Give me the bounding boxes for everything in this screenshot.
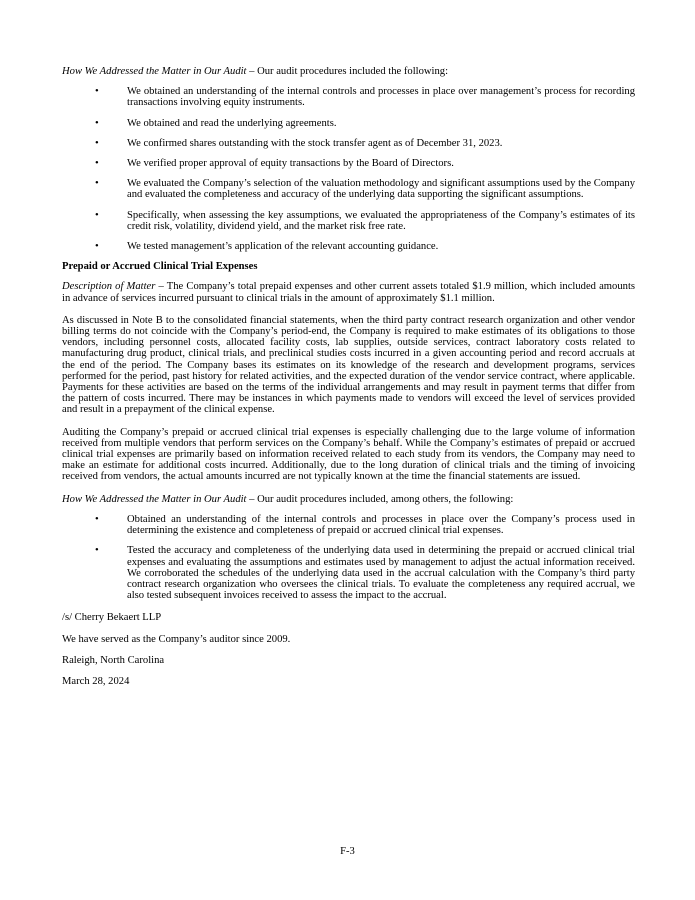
bullet-icon: • <box>95 209 99 221</box>
list-item-text: We obtained an understanding of the internal controls and processes in place over management’s process for recording transactions involving equity instruments. <box>127 86 635 109</box>
audit-procedures-lead-rest-2: – Our audit procedures included, among others, the following: <box>246 493 514 505</box>
page-number: F-3 <box>340 846 355 857</box>
audit-procedures-intro-2 <box>62 494 635 505</box>
list-item <box>62 210 635 232</box>
list-item <box>62 514 635 536</box>
description-paragraph <box>62 281 635 303</box>
list-item-text: Tested the accuracy and completeness of the underlying data used in determining the prepaid or accrued clinical trial expenses and evaluating the assumptions and estimates used by management to adjust the actual information received. We corroborated the schedules of the underlying data used in the accrual calculation with the Company’s third party contract research organization who oversees the clinical trials. To evaluate the completeness any required accrual, we also tested subsequent invoices received to assess the impact to the accrual. <box>127 545 635 602</box>
list-item <box>62 241 635 252</box>
bullet-icon: • <box>95 158 99 170</box>
signature-date: March 28, 2024 <box>62 675 130 687</box>
audit-procedures-list-2 <box>62 514 635 601</box>
section-heading: Prepaid or Accrued Clinical Trial Expenses <box>62 261 258 273</box>
bullet-icon: • <box>95 178 99 190</box>
auditing-challenge-paragraph: Auditing the Company’s prepaid or accrued clinical trial expenses is especially challenging due to the large volume of information received from multiple vendors that perform services on the Company’s behalf. While the Company’s estimates of prepaid or accrued clinical trial expenses are primarily based on information received related to each study from its vendors, the Company may need to make an estimate for additional costs incurred. Additionally, due to the long duration of clinical trials and the timing of invoicing received from vendors, the actual amounts incurred are not typically known at the time the financial statements are issued. <box>62 426 635 483</box>
list-item-text: We confirmed shares outstanding with the stock transfer agent as of December 31, 2023. <box>127 137 503 149</box>
bullet-icon: • <box>95 137 99 149</box>
list-item <box>62 118 635 129</box>
description-text: – The Company’s total prepaid expenses and other current assets totaled $1.9 million, which included amounts in advance of services incurred pursuant to clinical trials in the amount of approximately $1.1 million. <box>62 281 636 304</box>
audit-procedures-lead-rest-1: – Our audit procedures included the following: <box>246 66 449 77</box>
document-page <box>62 66 635 687</box>
list-item <box>62 138 635 149</box>
auditor-tenure: We have served as the Company’s auditor since 2009. <box>62 633 291 645</box>
list-item <box>62 86 635 108</box>
audit-procedures-lead-italic-2: How We Addressed the Matter in Our Audit <box>62 493 247 505</box>
list-item-text: We verified proper approval of equity transactions by the Board of Directors. <box>127 158 454 170</box>
list-item-text: Obtained an understanding of the internal controls and processes in place over the Company’s process used in determining the existence and completeness of prepaid or accrued clinical trial expenses. <box>127 513 635 537</box>
bullet-icon: • <box>95 513 99 525</box>
audit-procedures-lead-italic-1: How We Addressed the Matter in Our Audit <box>62 66 247 77</box>
list-item <box>62 158 635 169</box>
list-item-text: We obtained and read the underlying agreements. <box>127 117 337 129</box>
list-item-text: We tested management’s application of the relevant accounting guidance. <box>127 241 439 253</box>
note-b-paragraph: As discussed in Note B to the consolidated financial statements, when the third party contract research organization and other vendor billing terms do not coincide with the Company’s period-end, the Company is required to make estimates of its obligations to those vendors, including personnel costs, allocated facility costs, lab supplies, outside services, contract laboratory costs related to manufacturing drug product, clinical trials, and preclinical studies costs incurred in a given accounting period and record accruals at the end of the period. The Company bases its estimates on its knowledge of the research and development programs, services performed for the period, past history for related activities, and the expected duration of the vendor service contract, where applicable. Payments for these activities are based on the terms of the individual arrangements and may result in payment terms that differ from the pattern of costs incurred. There may be instances in which payments made to vendors will exceed the level of services provided and result in a prepayment of the clinical expense. <box>62 314 635 416</box>
list-item-text: We evaluated the Company’s selection of the valuation methodology and significant assumptions used by the Company and evaluated the completeness and accuracy of the underlying data supporting the significant assumptions. <box>127 178 635 201</box>
audit-procedures-list-1 <box>62 86 635 252</box>
audit-procedures-intro-1 <box>62 66 635 77</box>
bullet-icon: • <box>95 545 99 557</box>
signature-location: Raleigh, North Carolina <box>62 654 165 666</box>
list-item-text: Specifically, when assessing the key assumptions, we evaluated the appropriateness of the Company’s estimates of its credit risk, volatility, dividend yield, and the market risk free rate. <box>127 209 635 232</box>
list-item <box>62 545 635 601</box>
bullet-icon: • <box>95 241 99 253</box>
bullet-icon: • <box>95 86 99 98</box>
signature-firm: /s/ Cherry Bekaert LLP <box>62 612 162 624</box>
list-item <box>62 178 635 200</box>
bullet-icon: • <box>95 117 99 129</box>
description-lead-italic: Description of Matter <box>62 281 156 293</box>
